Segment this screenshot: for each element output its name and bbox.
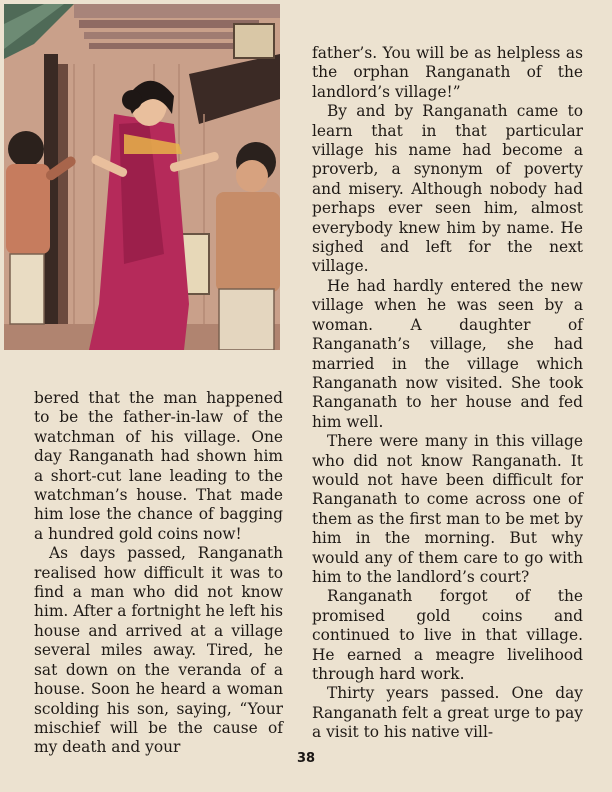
left-text-column <box>34 389 283 758</box>
page-number: 38 <box>296 751 316 766</box>
paragraph: Ranganath forgot of the promised gold coins and continued to live in that village. He earned a meagre livelihood through hard work. <box>312 587 583 683</box>
paragraph: father’s. You will be as helpless as the orphan Ranganath of the landlord’s village!” <box>312 44 583 101</box>
paragraph: He had hardly entered the new village when he was seen by a woman. A daughter of Ranganath’s village, she had married in the village which Ranganath now visited. She took Ranganath to her house and fed him well. <box>312 276 583 431</box>
paragraph: By and by Ranganath came to learn that in that particular village his name had become a proverb, a synonym of poverty and misery. Although nobody had perhaps ever seen him, almost everybody knew him by name. He sighed and left for the next village. <box>312 102 583 276</box>
paragraph: There were many in this village who did not know Ranganath. It would not have been difficult for Ranganath to come across one of them as the first man to be met by him in the morning. But why would any of them care to go with him to the landlord’s court? <box>312 432 583 586</box>
paragraph: bered that the man happened to be the father-in-law of the watchman of his village. One day Ranganath had shown him a short-cut lane leading to the watchman’s house. That made him lose the chance of bagging a hundred gold coins now! <box>34 389 283 543</box>
paragraph: As days passed, Ranganath realised how difficult it was to find a man who did not know him. After a fortnight he left his house and arrived at a village several miles away. Tired, he sat down on the veranda of a house. Soon he heard a woman scolding his son, saying, “Your mischief will be the cause of my death and your <box>34 544 283 757</box>
story-illustration <box>4 4 280 350</box>
right-text-column <box>312 44 583 743</box>
illustration-woman-scolding-son-icon <box>4 4 280 350</box>
paragraph: Thirty years passed. One day Ranganath felt a great urge to pay a visit to his native vill- <box>312 684 583 742</box>
